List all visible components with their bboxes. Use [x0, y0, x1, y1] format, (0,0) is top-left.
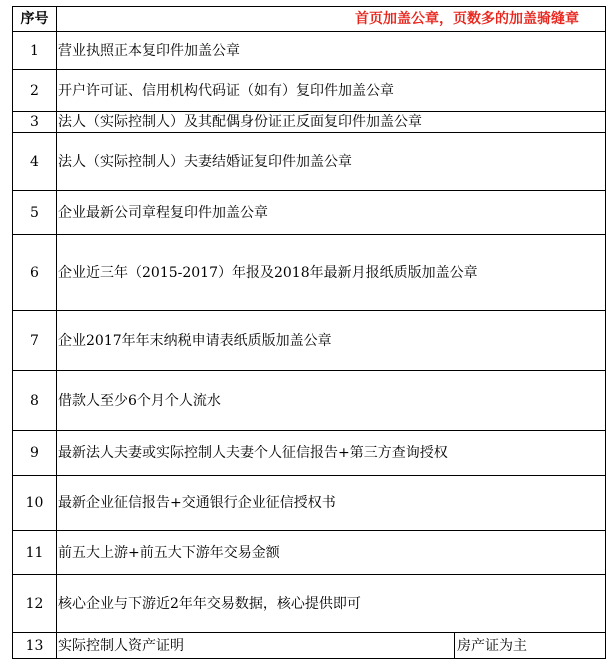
table-row	[13, 431, 606, 476]
number-header: 序号	[13, 7, 57, 32]
table-row	[13, 235, 606, 311]
row-number: 3	[13, 112, 57, 133]
row-number: 1	[13, 32, 57, 70]
row-number: 10	[13, 476, 57, 531]
row-description: 核心企业与下游近2年年交易数据，核心提供即可	[57, 575, 606, 633]
row-number: 4	[13, 133, 57, 191]
row-description: 企业近三年（2015-2017）年报及2018年最新月报纸质版加盖公章	[57, 235, 606, 311]
row-description: 实际控制人资产证明	[57, 633, 455, 659]
row-description: 企业最新公司章程复印件加盖公章	[57, 191, 606, 235]
row-description: 最新法人夫妻或实际控制人夫妻个人征信报告+第三方查询授权	[57, 431, 606, 476]
row-description: 法人（实际控制人）及其配偶身份证正反面复印件加盖公章	[57, 112, 606, 133]
table-row	[13, 371, 606, 431]
row-number: 13	[13, 633, 57, 659]
row-description: 最新企业征信报告+交通银行企业征信授权书	[57, 476, 606, 531]
row-note: 房产证为主	[455, 633, 606, 659]
table-row	[13, 531, 606, 575]
row-number: 9	[13, 431, 57, 476]
row-number: 5	[13, 191, 57, 235]
header-row	[13, 7, 606, 32]
row-number: 7	[13, 311, 57, 371]
row-description: 借款人至少6个月个人流水	[57, 371, 606, 431]
table-row	[13, 191, 606, 235]
row-number: 2	[13, 70, 57, 112]
row-description: 企业2017年年末纳税申请表纸质版加盖公章	[57, 311, 606, 371]
table-row	[13, 476, 606, 531]
row-number: 12	[13, 575, 57, 633]
table-row	[13, 112, 606, 133]
table-row	[13, 311, 606, 371]
stamp-requirement-note: 首页加盖公章，页数多的加盖骑缝章	[57, 7, 606, 32]
row-description: 法人（实际控制人）夫妻结婚证复印件加盖公章	[57, 133, 606, 191]
row-number: 8	[13, 371, 57, 431]
document-checklist-table	[12, 6, 606, 659]
table-row	[13, 575, 606, 633]
table-row	[13, 133, 606, 191]
table-row	[13, 70, 606, 112]
table-row	[13, 32, 606, 70]
row-description: 营业执照正本复印件加盖公章	[57, 32, 606, 70]
row-number: 11	[13, 531, 57, 575]
row-description: 开户许可证、信用机构代码证（如有）复印件加盖公章	[57, 70, 606, 112]
row-number: 6	[13, 235, 57, 311]
table-row	[13, 633, 606, 659]
row-description: 前五大上游+前五大下游年交易金额	[57, 531, 606, 575]
